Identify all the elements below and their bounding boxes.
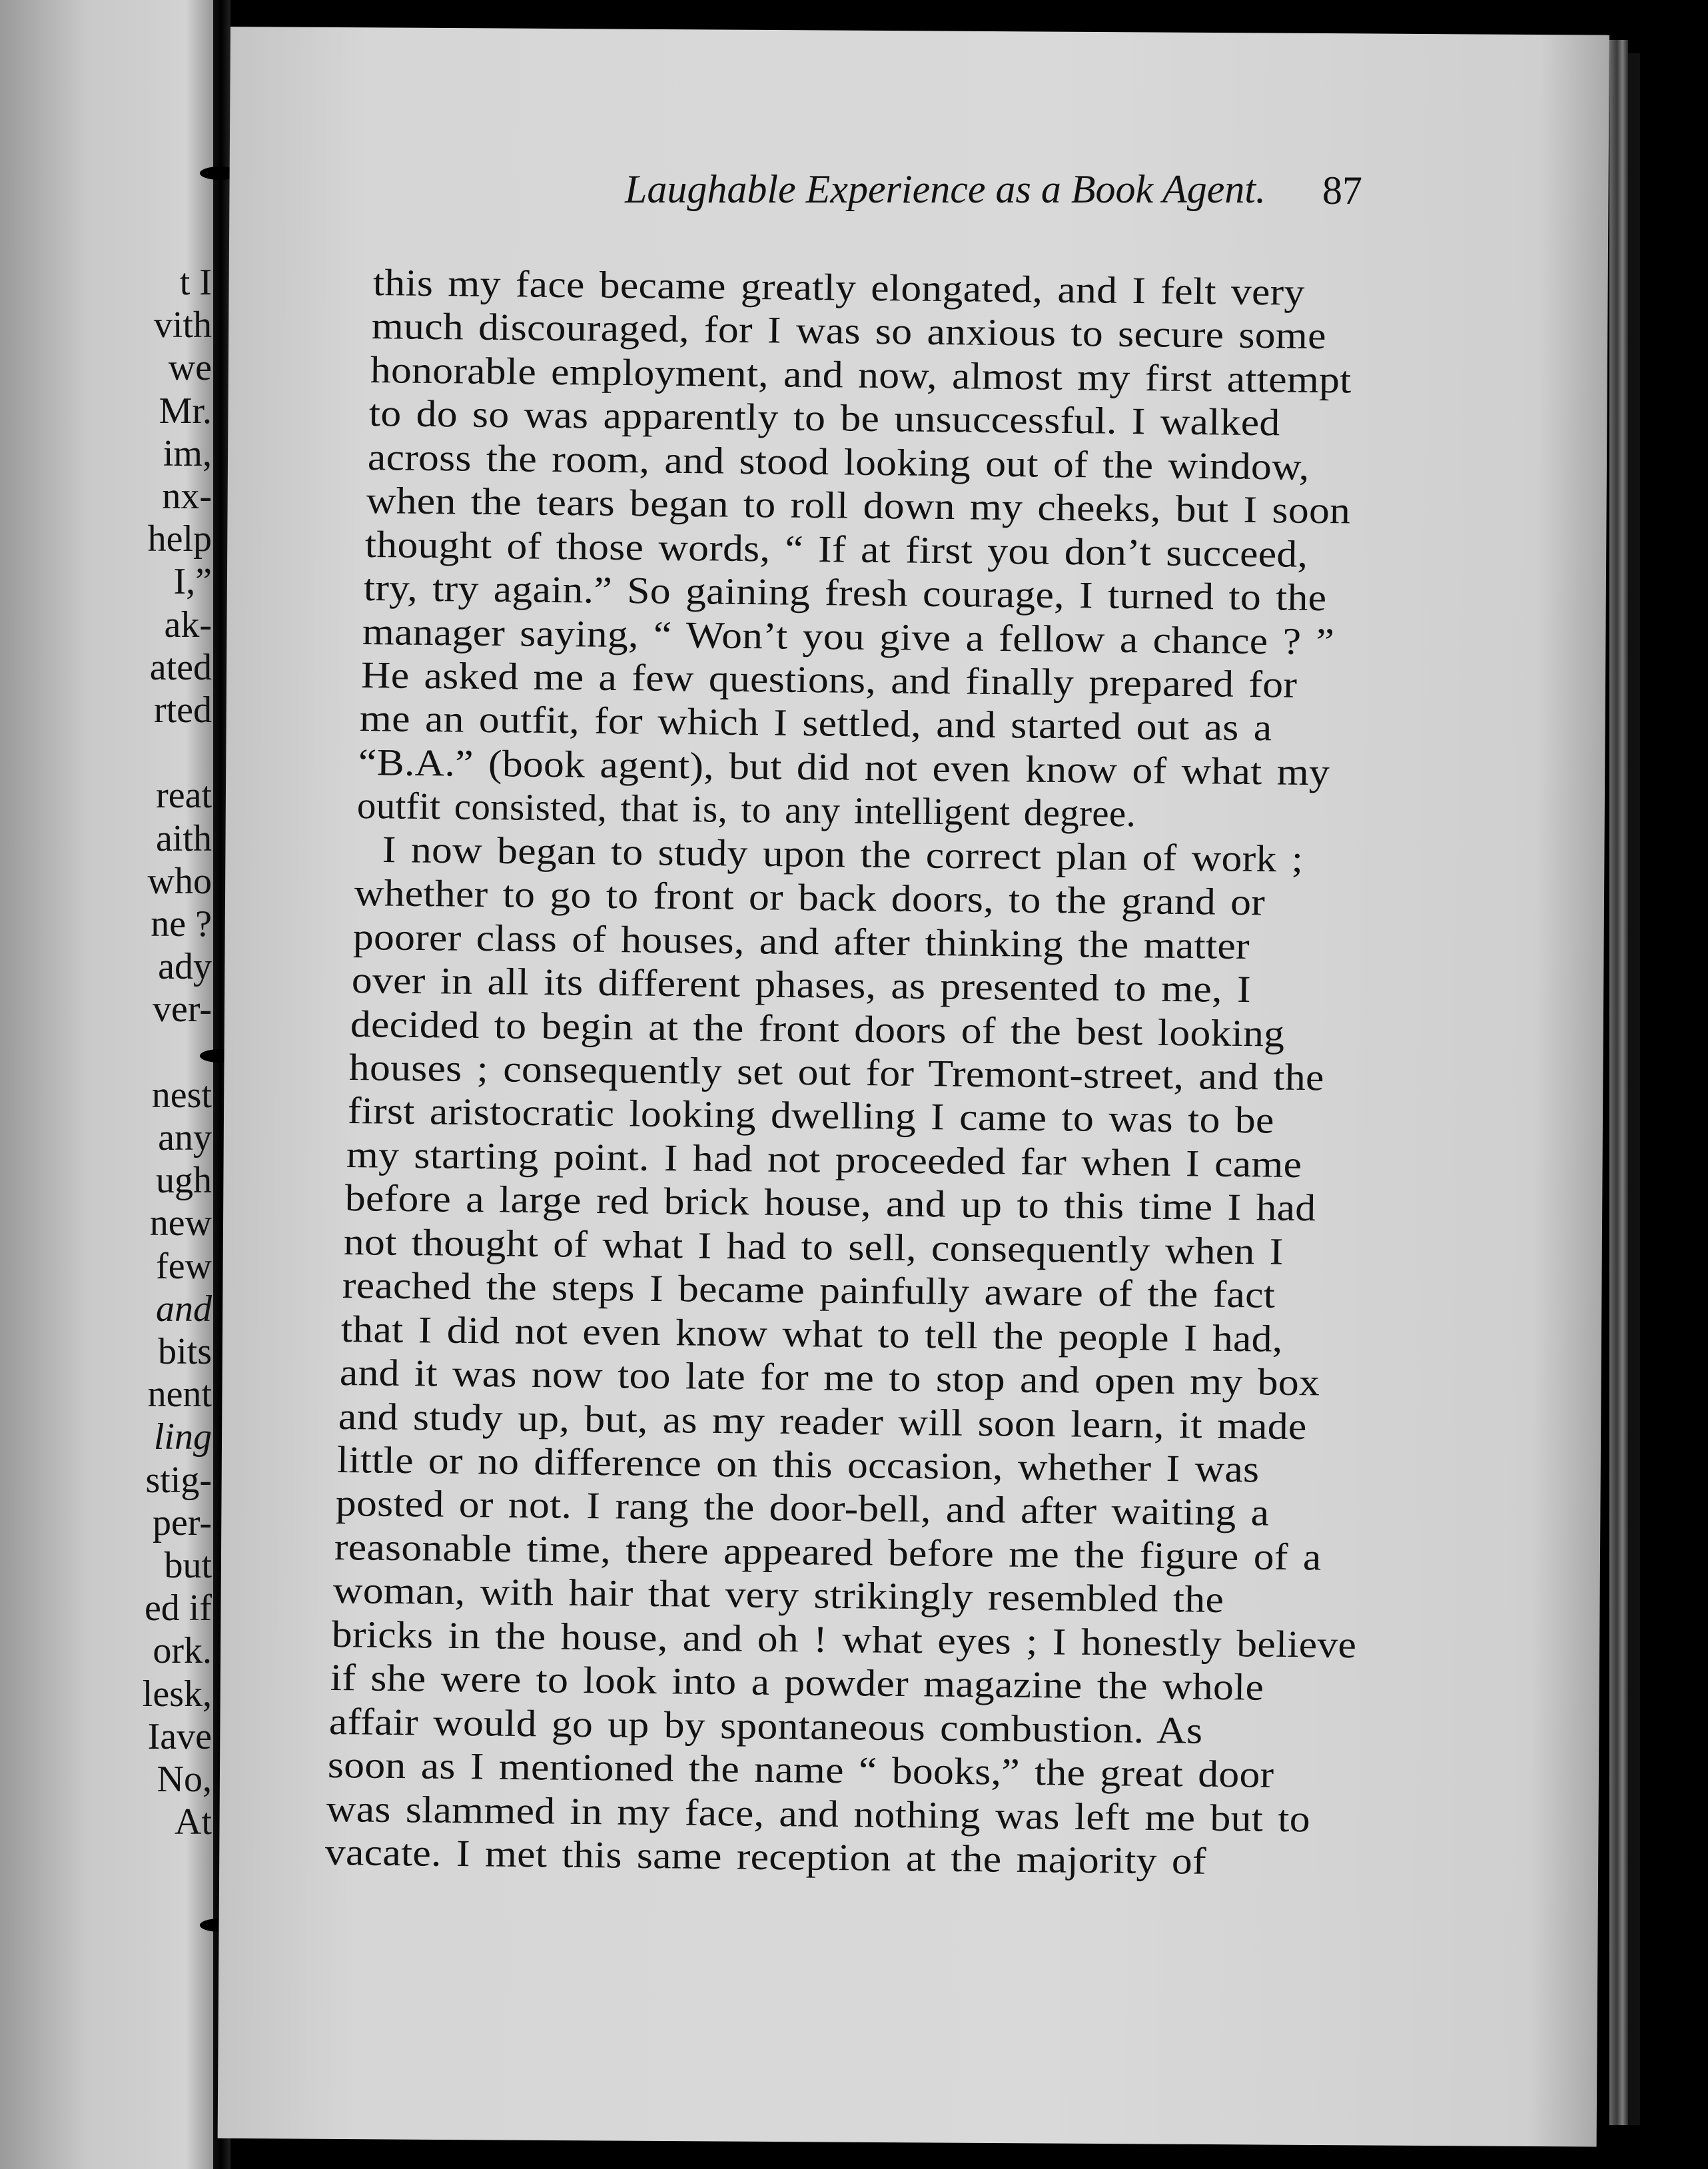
previous-page-line: ady <box>158 946 212 988</box>
previous-page-line: ling <box>153 1416 212 1458</box>
page-number: 87 <box>1322 169 1362 213</box>
body-line: thought of those words, “ If at first you don’t succeed, <box>364 523 1308 576</box>
previous-page-line: lesk, <box>142 1673 212 1715</box>
body-line: over in all its different phases, as presented to me, I <box>351 959 1252 1011</box>
body-line: and study up, but, as my reader will soon learn, it made <box>338 1395 1307 1448</box>
previous-page-line: any <box>158 1117 212 1158</box>
body-line: I now began to study upon the correct plan of work ; <box>382 828 1304 881</box>
running-head: Laughable Experience as a Book Agent. <box>625 167 1266 211</box>
body-line: when the tears began to roll down my cheeks, but I soon <box>366 480 1351 532</box>
previous-page-line: nx- <box>162 476 212 517</box>
body-line: “B.A.” (book agent), but did not even know of what my <box>358 741 1330 794</box>
body-line: my starting point. I had not proceeded far when I came <box>346 1133 1302 1186</box>
body-line: to do so was apparently to be unsuccessful. I walked <box>368 392 1280 444</box>
body-line: houses ; consequently set out for Tremont-street, and the <box>348 1047 1324 1099</box>
body-line: if she were to look into a powder magazine the whole <box>330 1657 1264 1709</box>
previous-page-line: I,” <box>173 561 212 603</box>
previous-page-line: ver- <box>152 989 212 1031</box>
previous-page-line: ak- <box>164 604 212 646</box>
body-line: reasonable time, there appeared before me the figure of a <box>334 1525 1322 1579</box>
previous-page-line: nest <box>151 1074 212 1116</box>
previous-page-line: and <box>156 1288 212 1330</box>
previous-page-line: ugh <box>156 1160 212 1202</box>
previous-page-line: who <box>147 860 212 902</box>
body-line: not thought of what I had to sell, consequently when I <box>343 1220 1284 1273</box>
previous-page-line: t I <box>179 262 212 303</box>
previous-page-line: rted <box>153 689 212 731</box>
previous-page-line: per- <box>152 1502 212 1543</box>
previous-page-line: nent <box>147 1374 212 1416</box>
body-line: try, try again.” So gaining fresh courage, I turned to the <box>363 567 1327 620</box>
previous-page-line: ork. <box>153 1630 212 1672</box>
body-line: vacate. I met this same reception at the majority of <box>324 1831 1207 1883</box>
previous-page-line: Mr. <box>159 390 212 432</box>
previous-page-line: Iave <box>147 1715 212 1757</box>
previous-page-line: No, <box>157 1759 212 1800</box>
previous-page-line: im, <box>163 432 212 474</box>
previous-page-line: reat <box>156 775 212 817</box>
body-line: across the room, and stood looking out of the window, <box>367 436 1310 488</box>
body-line: woman, with hair that very strikingly resembled the <box>332 1569 1224 1621</box>
body-line: little or no difference on this occasion, whether I was <box>336 1439 1260 1491</box>
body-line: much discouraged, for I was so anxious to secure some <box>371 305 1327 358</box>
body-line: affair would go up by spontaneous combustion. As <box>328 1700 1203 1752</box>
body-line: bricks in the house, and oh ! what eyes ; I honestly believe <box>331 1613 1357 1666</box>
previous-page-line: stig- <box>145 1459 212 1501</box>
body-line: that I did not even know what to tell the people I had, <box>340 1308 1283 1360</box>
previous-page-line: few <box>156 1245 212 1287</box>
previous-page-line: bits <box>158 1331 212 1372</box>
previous-page-line: we <box>168 347 212 389</box>
body-line: this my face became greatly elongated, and I felt very <box>372 262 1306 314</box>
previous-page-line: new <box>149 1202 212 1244</box>
body-line: soon as I mentioned the name “ books,” the great door <box>327 1744 1274 1796</box>
page-edge <box>1609 40 1628 2125</box>
body-line: first aristocratic looking dwelling I came to was to be <box>347 1090 1275 1142</box>
previous-page-line: vith <box>153 304 212 346</box>
previous-page-line: but <box>164 1545 212 1586</box>
body-line: before a large red brick house, and up to this time I had <box>344 1177 1316 1230</box>
previous-page-line: ed if <box>144 1587 212 1629</box>
previous-page-line: ated <box>149 646 212 688</box>
body-line: poorer class of houses, and after thinking the matter <box>352 915 1250 967</box>
body-line: honorable employment, and now, almost my first attempt <box>370 348 1352 402</box>
body-line: He asked me a few questions, and finally prepared for <box>360 654 1298 706</box>
body-line: and it was now too late for me to stop and open my box <box>339 1352 1320 1404</box>
body-line: manager saying, “ Won’t you give a fellow a chance ? ” <box>362 610 1335 663</box>
page-edge-shadow <box>1628 53 1640 2125</box>
body-line: decided to begin at the front doors of the best looking <box>350 1003 1285 1055</box>
body-line: me an outfit, for which I settled, and started out as a <box>359 697 1272 749</box>
previous-page-fragment <box>0 0 218 2169</box>
body-line: whether to go to front or back doors, to the grand or <box>354 872 1266 924</box>
previous-page-line: At <box>175 1801 212 1843</box>
previous-page-line: help <box>147 518 212 560</box>
previous-page-line: aith <box>156 817 212 859</box>
body-line: outfit consisted, that is, to any intelligent degree. <box>356 785 1136 835</box>
body-line: reached the steps I became painfully aware of the fact <box>342 1264 1276 1316</box>
previous-page-line: ne ? <box>151 903 212 945</box>
body-line: posted or not. I rang the door-bell, and after waiting a <box>335 1482 1270 1535</box>
body-line: was slammed in my face, and nothing was left me but to <box>326 1787 1311 1841</box>
